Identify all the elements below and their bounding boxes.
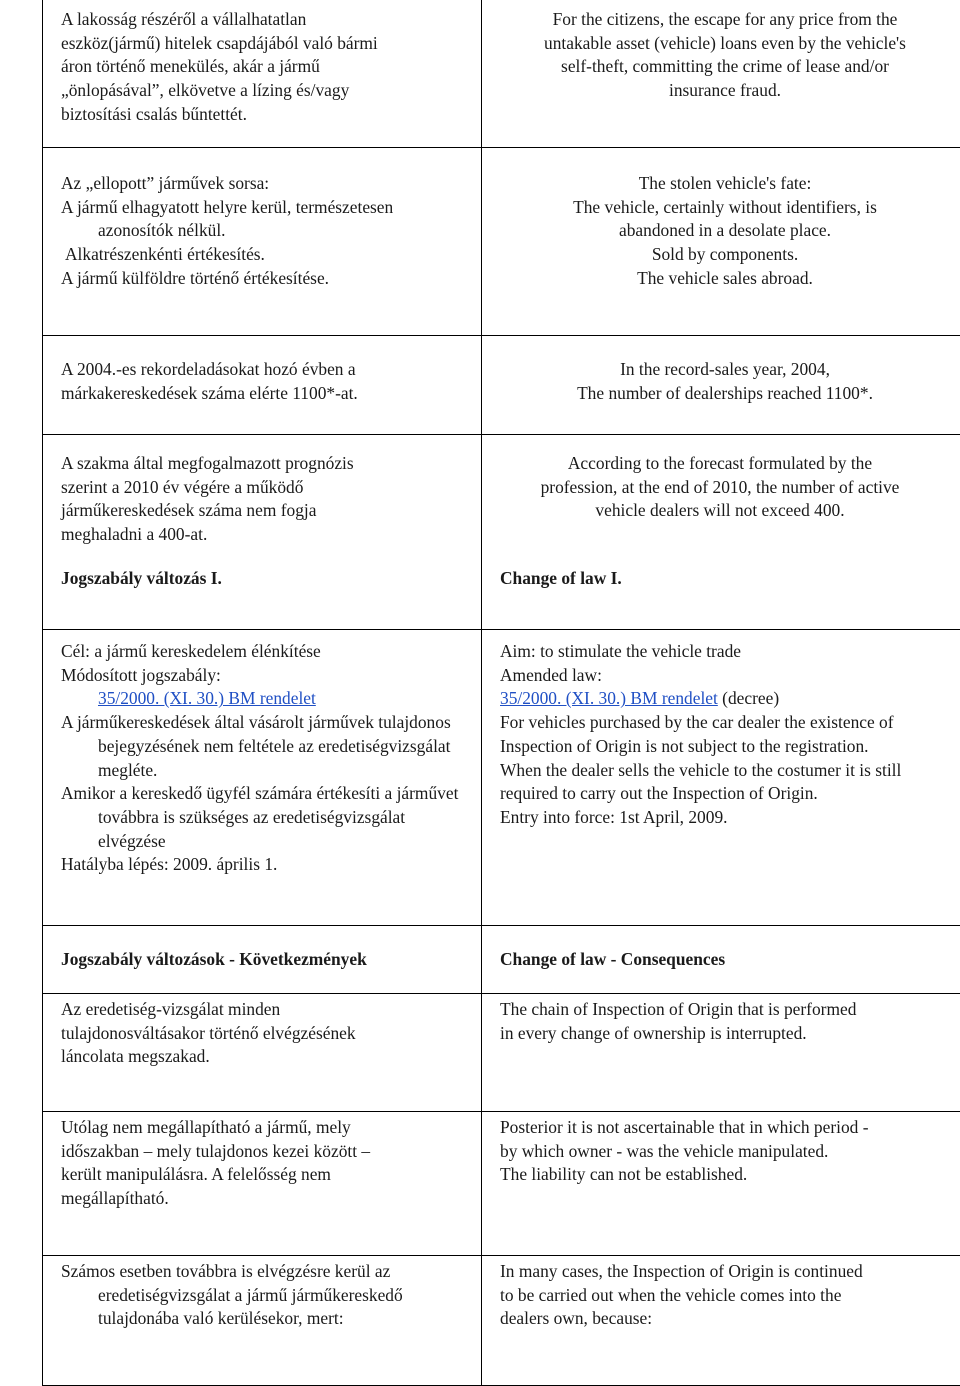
hungarian-cell: A 2004.-es rekordeladásokat hozó évben a márkakereskedések száma elérte 1100*-at.: [43, 336, 482, 435]
english-cell: According to the forecast formulated by the profession, at the end of 2010, the number of active vehicle dealers will not exceed 400. Change of law I.: [482, 435, 960, 630]
hungarian-cell: Utólag nem megállapítható a jármű, mely időszakban – mely tulajdonos kezei között – került manipulálásra. A felelősség nem megállapítható.: [43, 1112, 482, 1256]
english-cell: In many cases, the Inspection of Origin is continued to be carried out when the vehicle comes into the dealers own, because:: [482, 1256, 960, 1386]
english-cell: The stolen vehicle's fate: The vehicle, certainly without identifiers, is abandoned in a desolate place. Sold by components. The vehicle sales abroad.: [482, 148, 960, 336]
section-heading: Jogszabály változások - Következmények: [61, 948, 471, 972]
table-row: [43, 1112, 960, 1256]
hungarian-cell: A szakma által megfogalmazott prognózis szerint a 2010 év végére a működő járműkereskedések száma nem fogja meghaladni a 400-at. Jogszabály változás I.: [43, 435, 482, 630]
section-heading: Change of law I.: [500, 567, 950, 591]
table-row: [43, 994, 960, 1112]
english-cell: Posterior it is not ascertainable that in which period - by which owner - was the vehicle manipulated. The liability can not be established.: [482, 1112, 960, 1256]
hungarian-cell: A lakosság részéről a vállalhatatlan eszköz(jármű) hitelek csapdájából való bármi áron történő menekülés, akár a jármű „önlopásával”, elkövetve a lízing és/vagy biztosítási csalás bűntettét.: [43, 0, 482, 148]
table-row: [43, 1256, 960, 1386]
english-cell: The chain of Inspection of Origin that is performed in every change of ownership is interrupted.: [482, 994, 960, 1112]
hungarian-cell: Cél: a jármű kereskedelem élénkítése Módosított jogszabály: 35/2000. (XI. 30.) BM rendelet A járműkereskedések által vásárolt járművek tulajdonos bejegyzésének nem feltétele az eredetiségvizsgálat megléte. Amikor a kereskedő ügyfél számára értékesíti a járművet továbbra is szükséges az eredetiségvizsgálat elvégzése Hatályba lépés: 2009. április 1.: [43, 630, 482, 926]
law-link[interactable]: 35/2000. (XI. 30.) BM rendelet: [500, 688, 718, 708]
table-row: [43, 435, 960, 630]
section-heading: Change of law - Consequences: [500, 948, 950, 972]
english-cell: In the record-sales year, 2004, The number of dealerships reached 1100*.: [482, 336, 960, 435]
english-cell: Aim: to stimulate the vehicle trade Amended law: 35/2000. (XI. 30.) BM rendelet (decree) For vehicles purchased by the car dealer the existence of Inspection of Origin is not subject to the registration. When the dealer sells the vehicle to the costumer it is still required to carry out the Inspection of Origin. Entry into force: 1st April, 2009.: [482, 630, 960, 926]
table-row: [43, 926, 960, 994]
table-row: [43, 336, 960, 435]
english-cell: For the citizens, the escape for any price from the untakable asset (vehicle) loans even by the vehicle's self-theft, committing the crime of lease and/or insurance fraud.: [482, 0, 960, 148]
table-row: [43, 0, 960, 148]
table-row: [43, 148, 960, 336]
hungarian-cell: [43, 926, 482, 994]
bilingual-table: [42, 0, 960, 1386]
english-cell: [482, 926, 960, 994]
hungarian-cell: Az „ellopott” járművek sorsa: A jármű elhagyatott helyre kerül, természetesen azonosítók nélkül. Alkatrészenkénti értékesítés. A jármű külföldre történő értékesítése.: [43, 148, 482, 336]
section-heading: Jogszabály változás I.: [61, 567, 471, 591]
table-row: [43, 630, 960, 926]
law-link[interactable]: 35/2000. (XI. 30.) BM rendelet: [98, 688, 316, 708]
hungarian-cell: Számos esetben továbbra is elvégzésre kerül az eredetiségvizsgálat a jármű járműkereskedő tulajdonába való kerülésekor, mert:: [43, 1256, 482, 1386]
hungarian-cell: Az eredetiség-vizsgálat minden tulajdonosváltásakor történő elvégzésének láncolata megszakad.: [43, 994, 482, 1112]
